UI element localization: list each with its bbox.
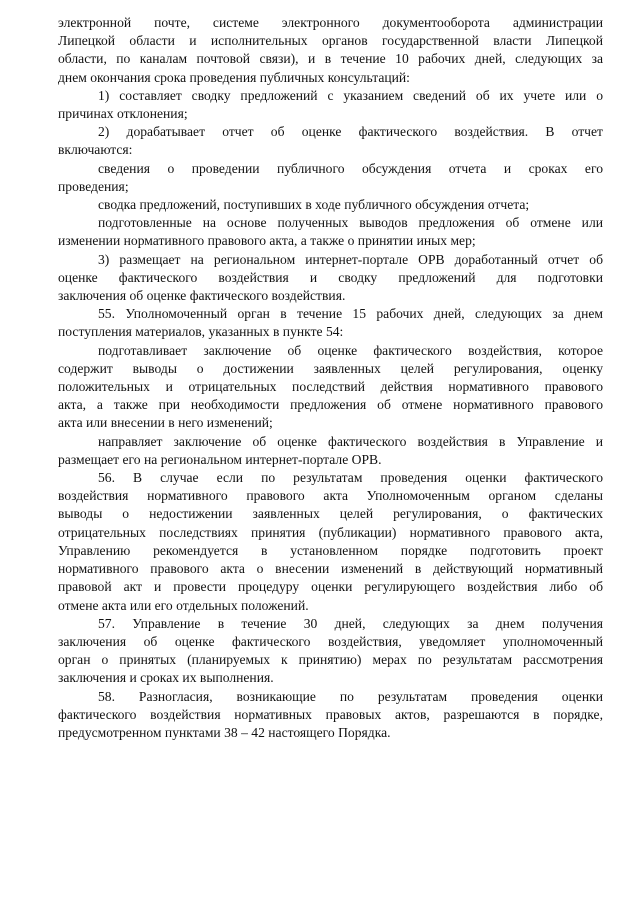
text-line: предусмотренном пунктами 38 – 42 настоящего Порядка. [58,724,391,740]
text-line: области, по каналам почтовой связи), и в течение 10 рабочих дней, следующих за [58,51,603,67]
text-line: подготовленные на основе полученных выводов предложения об отмене или [98,215,603,231]
text-line: направляет заключение об оценке фактического воздействия в Управление и [98,433,603,449]
text-line: 56. В случае если по результатам проведения оценки фактического [98,470,603,486]
paragraph [58,196,603,214]
text-line: заключения об оценке фактического воздействия, уведомляет уполномоченный [58,633,603,649]
text-line: 57. Управление в течение 30 дней, следующих за днем получения [98,615,603,631]
text-line: 1) составляет сводку предложений с указанием сведений об их учете или о [98,87,603,103]
paragraph [58,305,603,341]
paragraph [58,123,603,159]
text-line: нормативного правового акта о внесении изменений в действующий нормативный [58,561,603,577]
text-line: оценке фактического воздействия и сводку предложений для подготовки [58,269,603,285]
text-line: сводка предложений, поступивших в ходе публичного обсуждения отчета; [98,197,530,213]
text-line: днем окончания срока проведения публичных консультаций: [58,69,410,85]
text-line: фактического воздействия нормативных правовых актов, разрешаются в порядке, [58,706,603,722]
text-line: изменении нормативного правового акта, а также о принятии иных мер; [58,233,476,249]
text-line: электронной почте, системе электронного документооборота администрации [58,15,603,30]
text-line: содержит выводы о достижении заявленных целей регулирования, оценку [58,360,603,376]
text-line: акта, а также при необходимости предложения об отмене нормативного правового [58,397,603,413]
text-line: включаются: [58,142,133,158]
text-line: отрицательных последствиях принятия (публикации) нормативного правового акта, [58,524,603,540]
text-line: правовой акт и провести процедуру оценки регулирующего воздействия либо об [58,579,603,595]
text-line: сведения о проведении публичного обсуждения отчета и сроках его [98,160,603,176]
paragraph [58,87,603,123]
text-line: 2) дорабатывает отчет об оценке фактического воздействия. В отчет [98,124,603,140]
text-line: заключения об оценке фактического воздействия. [58,288,346,304]
text-line: выводы о недостижении заявленных целей регулирования, о фактических [58,506,603,522]
text-line: поступления материалов, указанных в пункте 54: [58,324,344,340]
paragraph [58,214,603,250]
paragraph [58,342,603,433]
paragraph [58,251,603,306]
text-line: орган о принятых (планируемых к принятию) мерах по результатам рассмотрения [58,652,603,668]
document-page [58,14,603,742]
text-line: 3) размещает на региональном интернет-портале ОРВ доработанный отчет об [98,251,603,267]
paragraph [58,14,603,87]
text-line: проведения; [58,178,129,194]
text-line: отмене акта или его отдельных положений. [58,597,309,613]
text-line: акта или внесении в него изменений; [58,415,273,431]
text-line: положительных и отрицательных последствий действия нормативного правового [58,379,603,395]
text-line: причинах отклонения; [58,106,188,122]
paragraph [58,688,603,743]
text-line: размещает его на региональном интернет-портале ОРВ. [58,451,382,467]
paragraph [58,615,603,688]
text-line: заключения и сроках их выполнения. [58,670,274,686]
text-line: Липецкой области и исполнительных органов государственной власти Липецкой [58,33,603,49]
text-line: воздействия нормативного правового акта Уполномоченным органом сделаны [58,488,603,504]
text-line: Управлению рекомендуется в установленном порядке подготовить проект [58,542,603,558]
paragraph [58,469,603,615]
text-line: подготавливает заключение об оценке фактического воздействия, которое [98,342,603,358]
text-line: 58. Разногласия, возникающие по результатам проведения оценки [98,688,603,704]
paragraph [58,160,603,196]
paragraph [58,433,603,469]
text-line: 55. Уполномоченный орган в течение 15 рабочих дней, следующих за днем [98,306,603,322]
